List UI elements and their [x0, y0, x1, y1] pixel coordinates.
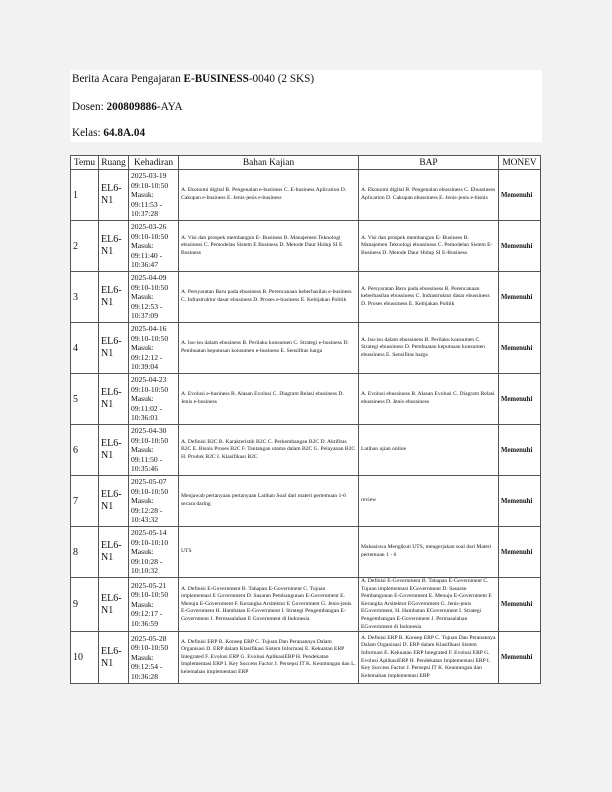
class-value: 64.8A.04 [103, 127, 146, 139]
attendance-cell: 2025-05-14 09:10-10:10 Masuk: 09:10:28 - 10:10:32 [129, 527, 179, 578]
room-cell: EL6-N1 [99, 476, 129, 527]
room-cell: EL6-N1 [99, 170, 129, 221]
bap-cell: A. Evolusi ebussiness B. Alasan Evolusi C. Diagram Relasi ebussiness D. Jenis ebussiness [359, 374, 499, 425]
monev-cell: Memenuhi [499, 221, 541, 272]
monev-cell: Memenuhi [499, 323, 541, 374]
meeting-number: 2 [71, 221, 99, 272]
attendance-cell: 2025-05-07 09:10-10:50 Masuk: 09:12:28 - 10:43:32 [129, 476, 179, 527]
col-header-temu: Temu [71, 156, 99, 170]
monev-cell: Memenuhi [499, 632, 541, 684]
table-row [71, 323, 541, 374]
bahan-kajian-cell: UTS [179, 527, 359, 578]
room-cell: EL6-N1 [99, 527, 129, 578]
title-prefix: Berita Acara Pengajaran [72, 73, 184, 85]
monev-cell: Memenuhi [499, 578, 541, 632]
document-header [70, 70, 542, 142]
monev-cell: Memenuhi [499, 374, 541, 425]
meeting-number: 6 [71, 425, 99, 476]
bap-cell: A. Persyaratan Baru pada ebussiness B. Perencanaan keberhasilan ebussiness C. Indrastruktur dasar ebussiness D. Proses ebussiness E. Kebijakan Politik [359, 272, 499, 323]
meeting-number: 7 [71, 476, 99, 527]
meeting-number: 10 [71, 632, 99, 684]
attendance-cell: 2025-04-09 09:10-10:50 Masuk: 09:12:53 - 10:37:09 [129, 272, 179, 323]
bahan-kajian-cell: A. Definisi E-Government B. Tahapan E-Government C. Tujuan implementasi E Government D. Sasaran Pembangunan E-Government E. Menuju E-Government F. Kerangka Arsitektur E Government G. Jenis-jenis E-Government H. Hambatan E-Government I. Strategi Pengembangan E-Government J. Permasalahan E Government di Indonesia [179, 578, 359, 632]
attendance-cell: 2025-05-21 09:10-10:50 Masuk: 09:12:17 - 10:36:59 [129, 578, 179, 632]
attendance-cell: 2025-04-16 09:10-10:50 Masuk: 09:12:12 - 10:39:04 [129, 323, 179, 374]
monev-cell: Memenuhi [499, 476, 541, 527]
class-label: Kelas: [72, 127, 104, 139]
table-row [71, 170, 541, 221]
bap-cell: A. Definisi ERP B. Konsep ERP C. Tujuan Dan Peranannya Dalam Organisasi D. ERP dalam Klasifikasi Sistem Informasi E. Kekuatan ERP Integrated F. Evolusi ERP G. Evolusi AplikasiERP H. Pendekatan Implementasi ERP I. Key Success Factor J. Persepsi IT K. Keuntungan dan Kelemahan implementasi ERP [359, 632, 499, 684]
table-row [71, 272, 541, 323]
attendance-cell: 2025-04-30 09:10-10:50 Masuk: 09:11:50 - 10:35:46 [129, 425, 179, 476]
table-row [71, 374, 541, 425]
lecturer-suffix: -AYA [156, 101, 183, 113]
room-cell: EL6-N1 [99, 323, 129, 374]
lecturer-label: Dosen: [72, 101, 107, 113]
meeting-number: 5 [71, 374, 99, 425]
col-header-kehadiran: Kehadiran [129, 156, 179, 170]
room-cell: EL6-N1 [99, 374, 129, 425]
bap-cell: Mahasiswa Mengikuti UTS, mengerjakan soal dari Materi pertemuan 1 - 6 [359, 527, 499, 578]
room-cell: EL6-N1 [99, 578, 129, 632]
bahan-kajian-cell: A. Isu-isu dalam ebusiness B. Perilaku konsumen C. Strategi e-business D. Pembuatan keputusan konsumen e-business E. Sensifitas harga [179, 323, 359, 374]
lecturer-id: 200809886 [106, 101, 157, 113]
monev-cell: Memenuhi [499, 170, 541, 221]
meeting-number: 3 [71, 272, 99, 323]
document-title [72, 72, 314, 86]
bap-cell: A. Isu-isu dalam ebussiness B. Perilaku konsumen C. Strategi ebussiness D. Pembuatan keputusan konsumen ebussiness E. Sensifitas harga [359, 323, 499, 374]
room-cell: EL6-N1 [99, 632, 129, 684]
meeting-number: 9 [71, 578, 99, 632]
table-row [71, 527, 541, 578]
col-header-bap: BAP [359, 156, 499, 170]
table-header-row [71, 156, 541, 170]
table-row [71, 578, 541, 632]
col-header-monev: MONEV [499, 156, 541, 170]
bap-cell: A. Definisi E-Government B. Tahapan E-Government C. Tujuan implementasi EGovernment D. Sasaran Pembangunan E-Government E. Menuju E-Government F. Kerangka Arsitektur EGovernment G. Jenis-jenis EGovernment, H. Hambatan EGovernment I. Strategi Pengembangan E-Government J. Permasalahan EGovernment di Indonesia [359, 578, 499, 632]
bahan-kajian-cell: A. Visi dan prospek membangun E- Business B. Manajemen Teknologi ebusiness C. Pemodelan Sistem E Business D. Metode Daur Hidup SI E Business [179, 221, 359, 272]
table-row [71, 221, 541, 272]
meeting-number: 1 [71, 170, 99, 221]
room-cell: EL6-N1 [99, 221, 129, 272]
bahan-kajian-cell: A. Evolusi e-business B. Alasan Evolusi C. Diagram Relasi ebusiness D. Jenis e-business [179, 374, 359, 425]
monev-cell: Memenuhi [499, 425, 541, 476]
attendance-table [70, 155, 541, 684]
bahan-kajian-cell: A. Persyaratan Baru pada ebusiness B. Perencanaan keberhasilan e-business C. Infrastruktur dasar ebusiness D. Proses e-business E. Kebijakan Politik [179, 272, 359, 323]
attendance-cell: 2025-04-23 09:10-10:50 Masuk: 09:11:02 - 10:36:01 [129, 374, 179, 425]
lecturer-line [72, 100, 183, 114]
bahan-kajian-cell: A. Definisi B2C B. Karakteristik B2C C. Perkembangan B2C D. Aktifitas B2C E. Bisnis Proses B2C F. Tantangan utama dalam B2C G. Pelayanan B2C H. Produk B2C I. Klasifikasi B2C [179, 425, 359, 476]
meeting-number: 4 [71, 323, 99, 374]
bahan-kajian-cell: A. Ekonomi digital B. Pengenalan e-business C. E-business Aplication D. Cakupan e-business E. Jenis-jenis e-business [179, 170, 359, 221]
attendance-cell: 2025-03-26 09:10-10:50 Masuk: 09:11:40 - 10:36:47 [129, 221, 179, 272]
col-header-bahan-kajian: Bahan Kajian [179, 156, 359, 170]
table-row [71, 632, 541, 684]
bahan-kajian-cell: Menjawab pertanyaan pertanyaan Latihan Soal dari materi pertemuan 1-6 secara daring [179, 476, 359, 527]
bap-cell: A. Ekonomi digital B. Pengenalan ebussiness C. Ebussiness Aplication D. Cakupan ebussiness E. Jenis-jenis e-bisnis [359, 170, 499, 221]
room-cell: EL6-N1 [99, 425, 129, 476]
bap-cell: review [359, 476, 499, 527]
table-row [71, 425, 541, 476]
bahan-kajian-cell: A. Definisi ERP B. Konsep ERP C. Tujuan Dan Peranannya Dalam Organisasi D. ERP dalam Klasifikasi Sistem Informasi E. Kekuatan ERP Integrated F. Evolusi ERP G. Evolusi AplikasiERP H. Pendekatan Implementasi ERP I. Key Success Factor J. Persepsi IT K. Keuntungan dan L. kelemahan implementasi ERP [179, 632, 359, 684]
bap-cell: Latihan ujian online [359, 425, 499, 476]
monev-cell: Memenuhi [499, 272, 541, 323]
attendance-cell: 2025-05-28 09:10-10:50 Masuk: 09:12:54 - 10:36:28 [129, 632, 179, 684]
attendance-cell: 2025-03-19 09:10-10:50 Masuk: 09:11:53 - 10:37:28 [129, 170, 179, 221]
course-name: E-BUSINESS [183, 73, 249, 85]
class-line [72, 126, 145, 140]
meeting-number: 8 [71, 527, 99, 578]
course-suffix: -0040 (2 SKS) [248, 73, 315, 85]
table-row [71, 476, 541, 527]
bap-cell: A. Visi dan prospek membangun E- Business B. Manajemen Teknologi ebussiness C. Pemodelan Sistem E- Business D. Metode Daur Hidup SI E-Business [359, 221, 499, 272]
col-header-ruang: Ruang [99, 156, 129, 170]
room-cell: EL6-N1 [99, 272, 129, 323]
monev-cell: Memenuhi [499, 527, 541, 578]
